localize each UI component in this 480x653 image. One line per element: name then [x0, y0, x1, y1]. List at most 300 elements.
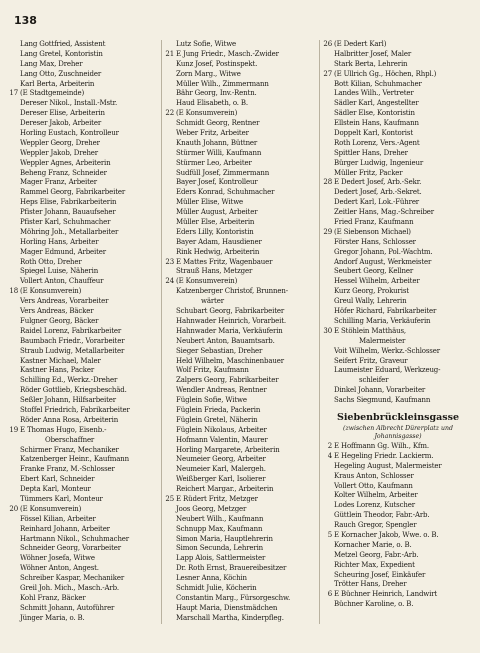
- entry-text: Kohl Franz, Bäcker: [20, 593, 86, 602]
- entry-text: Zalpers Georg, Fabrikarbeiter: [176, 376, 279, 385]
- directory-entry: [164, 228, 316, 238]
- directory-entry: [8, 297, 158, 307]
- directory-entry: [164, 485, 316, 495]
- directory-entry: [164, 129, 316, 139]
- entry-text: Mager Edmund, Arbeiter: [20, 247, 106, 256]
- entry-text: Füglein Gretel, Näherin: [176, 415, 258, 424]
- entry-text: Marschall Martha, Kinderpfleg.: [176, 613, 284, 622]
- entry-text: Müller Elise, Witwe: [176, 198, 244, 207]
- entry-text: (E Konsumverein): [176, 109, 238, 118]
- entry-text: Roth Lorenz, Vers.-Agent: [334, 138, 420, 147]
- entry-text: Eders Konrad, Schuhmacher: [176, 188, 275, 197]
- directory-entry: [322, 208, 474, 218]
- house-number: [8, 446, 19, 456]
- entry-text: Schubart Georg, Fabrikarbeiter: [176, 307, 285, 316]
- directory-entry: [8, 139, 158, 149]
- entry-text: E Büchner Heinrich, Landwirt: [334, 590, 438, 599]
- directory-entry: [8, 198, 158, 208]
- directory-entry: [322, 472, 474, 482]
- directory-entry: [322, 169, 474, 179]
- directory-entry: [322, 228, 474, 238]
- directory-entry: [322, 178, 474, 188]
- house-number: [164, 188, 175, 198]
- directory-entry: [322, 80, 474, 90]
- entry-text: Simon Maria, Hauptlehrerin: [176, 534, 273, 543]
- directory-entry: [8, 604, 158, 614]
- directory-entry: [164, 60, 316, 70]
- entry-text: Dereser Nikol., Install.-Mstr.: [20, 99, 118, 108]
- entry-text: Füglein Frieda, Packerin: [176, 405, 261, 414]
- entry-text: Vers Andreas, Vorarbeiter: [20, 297, 109, 306]
- directory-entry: [164, 307, 316, 317]
- entry-text: Greul Wally, Lehrerin: [334, 297, 407, 306]
- directory-entry: [322, 580, 474, 590]
- directory-entry: [8, 436, 158, 446]
- directory-entry: [164, 258, 316, 268]
- entry-text: Reichert Margar., Arbeiterin: [176, 485, 274, 494]
- directory-entry: [8, 149, 158, 159]
- directory-entry: [8, 248, 158, 258]
- entry-text: Doppelt Karl, Kontorist: [334, 129, 413, 138]
- entry-text: (E Dedert Karl): [334, 40, 387, 48]
- house-number: [322, 511, 333, 521]
- house-number: [164, 594, 175, 604]
- directory-entry: [322, 129, 474, 139]
- house-number: [8, 178, 19, 188]
- entry-text: Mager Franz, Arbeiter: [20, 178, 97, 187]
- house-number: [8, 357, 19, 367]
- entry-text: Neubert Wilh., Kaufmann: [176, 514, 264, 523]
- entry-text: Wolf Fritz, Kaufmann: [176, 366, 249, 375]
- entry-text: Stark Berta, Lehrerin: [334, 59, 408, 68]
- directory-entry: [322, 307, 474, 317]
- entry-text: Lesner Anna, Köchin: [176, 574, 247, 583]
- entry-text: Horling Margarete, Arbeiterin: [176, 445, 280, 454]
- directory-entry: [164, 188, 316, 198]
- entry-text: Kolter Wilhelm, Arbeiter: [334, 491, 418, 500]
- directory-entry: [8, 169, 158, 179]
- entry-text: Roth Otto, Dreher: [20, 257, 82, 266]
- directory-entry: [8, 317, 158, 327]
- house-number: [164, 198, 175, 208]
- entry-text: Strauß Hans, Metzger: [176, 267, 253, 276]
- directory-entry: [164, 604, 316, 614]
- column-2: [161, 40, 316, 624]
- directory-entry: [322, 551, 474, 561]
- entry-text: E Mattes Fritz, Wagenbauer: [176, 257, 273, 266]
- house-number: [322, 149, 333, 159]
- directory-entry: [164, 465, 316, 475]
- directory-entry: [164, 525, 316, 535]
- entry-text: Ebert Karl, Schneider: [20, 475, 95, 484]
- house-number: [8, 297, 19, 307]
- directory-entry: [164, 109, 316, 119]
- house-number: [322, 501, 333, 511]
- entry-text: E Hegeling Friedr. Lackierm.: [334, 451, 434, 460]
- directory-entry: [164, 159, 316, 169]
- entry-text: Katzenberger Christof, Brunnen-: [176, 287, 288, 296]
- entry-text: Rink Hedwig, Arbeiterin: [176, 247, 260, 256]
- house-number: [164, 327, 175, 337]
- house-number: [8, 347, 19, 357]
- house-number: [8, 574, 19, 584]
- column-1: [8, 40, 158, 624]
- directory-entry: [322, 501, 474, 511]
- entry-text: Dr. Roth Ernst, Brauereibesitzer: [176, 564, 287, 573]
- house-number: [322, 238, 333, 248]
- entry-text: Füglein Nikolaus, Arbeiter: [176, 425, 267, 434]
- entry-text: Laumeister Eduard, Werkzeug-: [334, 366, 441, 375]
- directory-entry: [322, 89, 474, 99]
- entry-text: Seubert Georg, Kellner: [334, 267, 414, 276]
- house-number: [164, 535, 175, 545]
- house-number: [322, 347, 333, 357]
- house-number: [164, 604, 175, 614]
- column-3-street-entries: [322, 442, 474, 610]
- entry-text: Dinkel Johann, Vorarbeiter: [334, 386, 426, 395]
- house-number: [164, 505, 175, 515]
- house-number: [164, 347, 175, 357]
- entry-text: Landes Wilh., Vertreter: [334, 89, 414, 98]
- entry-text: Lutz Sofie, Witwe: [176, 40, 237, 48]
- house-number: [164, 60, 175, 70]
- entry-text: Knauth Johann, Büttner: [176, 138, 258, 147]
- entry-text: Vollert Otto, Kaufmann: [334, 481, 413, 490]
- entry-text: Horling Eustach, Kontrolleur: [20, 129, 119, 138]
- entry-text: Hahnwader Maria, Verkäuferin: [176, 326, 283, 335]
- column-3: [319, 40, 474, 624]
- house-number: [8, 386, 19, 396]
- entry-text: Dedert Karl, Lok.-Führer: [334, 198, 420, 207]
- house-number: [322, 277, 333, 287]
- entry-text: Schmidt Georg, Rentner: [176, 119, 260, 128]
- house-number: [164, 178, 175, 188]
- house-number: [164, 614, 175, 624]
- entry-text: Heps Elise, Fabrikarbeiterin: [20, 198, 117, 207]
- entry-text: Trötter Hans, Dreher: [334, 580, 407, 589]
- entry-text: Neumeier Karl, Malergeh.: [176, 465, 266, 474]
- house-number: [322, 119, 333, 129]
- entry-text: Bayer Adam, Hausdiener: [176, 237, 262, 246]
- directory-entry: [8, 178, 158, 188]
- directory-entry: [322, 248, 474, 258]
- house-number: [8, 208, 19, 218]
- directory-entry: [322, 337, 474, 347]
- house-number: 25: [165, 494, 174, 503]
- page-number: 138: [14, 14, 37, 27]
- entry-text: Scheuring Josef, Einkäufer: [334, 570, 426, 579]
- directory-entry: [164, 515, 316, 525]
- house-number: 29: [323, 227, 332, 236]
- house-number: 27: [323, 69, 332, 78]
- directory-entry: [164, 99, 316, 109]
- house-number: [164, 455, 175, 465]
- house-number: [8, 248, 19, 258]
- entry-text: Rauch Gregor, Spengler: [334, 521, 417, 530]
- house-number: [322, 521, 333, 531]
- directory-entry: [8, 475, 158, 485]
- directory-entry: [164, 475, 316, 485]
- house-number: [322, 561, 333, 571]
- directory-entry: [164, 198, 316, 208]
- entry-text: Beheng Franz, Schneider: [20, 168, 107, 177]
- house-number: [322, 267, 333, 277]
- house-number: [164, 544, 175, 554]
- directory-entry: [164, 357, 316, 367]
- directory-entry: [164, 70, 316, 80]
- house-number: [8, 228, 19, 238]
- house-number: [322, 248, 333, 258]
- house-number: [322, 357, 333, 367]
- entry-text: Vollert Anton, Chauffeur: [20, 277, 104, 286]
- entry-text: Röder Anna Rosa, Arbeiterin: [20, 415, 119, 424]
- entry-text: Müller Fritz, Packer: [334, 168, 403, 177]
- house-number: [164, 248, 175, 258]
- directory-entry: [322, 376, 474, 386]
- house-number: [8, 535, 19, 545]
- house-number: [164, 515, 175, 525]
- directory-entry: [8, 544, 158, 554]
- directory-entry: [164, 208, 316, 218]
- directory-entry: [164, 406, 316, 416]
- directory-entry: [322, 482, 474, 492]
- house-number: 17: [9, 89, 18, 98]
- house-number: [322, 396, 333, 406]
- entry-text: E Dedert Josef, Arb.-Sekr.: [334, 178, 422, 187]
- entry-text: Bayer Josef, Kontrolleur: [176, 178, 258, 187]
- house-number: [322, 580, 333, 590]
- entry-text: Weber Fritz, Arbeiter: [176, 129, 249, 138]
- directory-entry: [164, 337, 316, 347]
- directory-entry: [322, 561, 474, 571]
- directory-entry: [8, 60, 158, 70]
- directory-entry: [8, 80, 158, 90]
- directory-entry: [322, 50, 474, 60]
- directory-entry: [164, 139, 316, 149]
- house-number: [322, 198, 333, 208]
- house-number: [164, 70, 175, 80]
- house-number: [8, 317, 19, 327]
- entry-text: Joos Georg, Metzger: [176, 504, 247, 513]
- directory-entry: [322, 258, 474, 268]
- directory-entry: [164, 416, 316, 426]
- entry-text: Raidel Lorenz, Fabrikarbeiter: [20, 326, 122, 335]
- house-number: [164, 386, 175, 396]
- entry-text: Förster Hans, Schlosser: [334, 237, 416, 246]
- house-number: [8, 376, 19, 386]
- house-number: [164, 317, 175, 327]
- house-number: [322, 541, 333, 551]
- house-number: 21: [165, 49, 174, 58]
- entry-text: Straub Ludwig, Metallarbeiter: [20, 346, 125, 355]
- directory-entry: [322, 511, 474, 521]
- entry-text: Held Wilhelm, Maschinenbauer: [176, 356, 284, 365]
- house-number: [164, 446, 175, 456]
- house-number: 5: [327, 530, 332, 539]
- entry-text: Lodes Lorenz, Kutscher: [334, 501, 415, 510]
- entry-text: Zeitler Hans, Mag.-Schreiber: [334, 208, 434, 217]
- entry-text: Haud Elisabeth, o. B.: [176, 99, 249, 108]
- entry-text: E Thomas Hugo, Eisenb.-: [20, 425, 107, 434]
- entry-text: Kastner Hans, Packer: [20, 366, 95, 375]
- entry-text: (E Ullrich Gg., Höchen, Rhpl.): [334, 69, 437, 78]
- house-number: [164, 129, 175, 139]
- house-number: [164, 149, 175, 159]
- directory-entry: [322, 119, 474, 129]
- entry-text: Seßler Johann, Hilfsarbeiter: [20, 396, 116, 405]
- house-number: [8, 544, 19, 554]
- directory-entry: [164, 248, 316, 258]
- house-number: [8, 594, 19, 604]
- entry-text: Schmitt Johann, Autoführer: [20, 603, 115, 612]
- house-number: [322, 258, 333, 268]
- directory-entry: [8, 386, 158, 396]
- entry-text: Kurz Georg, Prokurist: [334, 287, 409, 296]
- house-number: [8, 80, 19, 90]
- directory-entry: [8, 515, 158, 525]
- house-number: [322, 491, 333, 501]
- directory-entry: [164, 149, 316, 159]
- directory-entry: [8, 465, 158, 475]
- directory-entry: [322, 531, 474, 541]
- house-number: 18: [9, 287, 18, 296]
- house-number: [8, 198, 19, 208]
- house-number: [322, 600, 333, 610]
- directory-entry: [164, 564, 316, 574]
- house-number: [8, 60, 19, 70]
- directory-entry: [164, 386, 316, 396]
- directory-entry: [8, 594, 158, 604]
- entry-continuation: wärter: [201, 297, 224, 306]
- house-number: [164, 287, 175, 297]
- entry-text: Lang Gottfried, Assistent: [20, 40, 106, 48]
- house-number: [164, 584, 175, 594]
- directory-entry: [322, 317, 474, 327]
- house-number: [164, 416, 175, 426]
- directory-entry: [8, 99, 158, 109]
- street-note-line-1: (zwischen Albrecht Dürerplatz und: [343, 424, 453, 432]
- house-number: [164, 426, 175, 436]
- entry-text: Sädler Else, Kontoristin: [334, 109, 415, 118]
- directory-entry: [164, 267, 316, 277]
- directory-entry: [8, 327, 158, 337]
- entry-text: Weppler Georg, Dreher: [20, 138, 100, 147]
- entry-text: Andorf August, Werkmeister: [334, 257, 432, 266]
- directory-entry: [8, 446, 158, 456]
- directory-entry: [164, 594, 316, 604]
- directory-entry: [8, 208, 158, 218]
- house-number: [322, 208, 333, 218]
- directory-entry: [322, 366, 474, 376]
- directory-entry: [8, 50, 158, 60]
- entry-text: E Jung Friedr., Masch.-Zwider: [176, 49, 279, 58]
- directory-entry: [322, 60, 474, 70]
- directory-entry: [8, 70, 158, 80]
- directory-entry: [8, 337, 158, 347]
- entry-text: Depta Karl, Monteur: [20, 485, 91, 494]
- entry-text: Richter Max, Expedient: [334, 560, 415, 569]
- house-number: [8, 515, 19, 525]
- entry-text: E Rüdert Fritz, Metzger: [176, 494, 258, 503]
- directory-entry: [8, 277, 158, 287]
- directory-entry: [164, 426, 316, 436]
- directory-entry: [8, 416, 158, 426]
- directory-entry: [164, 366, 316, 376]
- directory-entry: [8, 564, 158, 574]
- entry-text: Schilling Ed., Werkz.-Dreher: [20, 376, 118, 385]
- entry-text: Wöhner Josefa, Witwe: [20, 554, 95, 563]
- entry-text: Dereser Elise, Arbeiterin: [20, 109, 105, 118]
- entry-continuation: schleifer: [359, 376, 389, 385]
- directory-entry: [8, 188, 158, 198]
- entry-text: (E Siebenson Michael): [334, 227, 411, 236]
- house-number: [322, 129, 333, 139]
- directory-entry: [164, 317, 316, 327]
- house-number: [8, 70, 19, 80]
- entry-text: Rammel Georg, Fabrikarbeiter: [20, 188, 126, 197]
- house-number: [322, 169, 333, 179]
- house-number: [8, 436, 19, 446]
- directory-entry: [8, 357, 158, 367]
- house-number: [8, 327, 19, 337]
- entry-text: Hartmann Nikol., Schuhmacher: [20, 534, 129, 543]
- house-number: [8, 169, 19, 179]
- house-number: [164, 465, 175, 475]
- entry-text: Büchner Karoline, o. B.: [334, 600, 414, 609]
- directory-entry: [8, 584, 158, 594]
- directory-entry: [164, 554, 316, 564]
- entry-text: Kornacher Marie, o. B.: [334, 540, 412, 549]
- directory-entry: [8, 426, 158, 436]
- directory-entry: [8, 267, 158, 277]
- directory-entry: [8, 307, 158, 317]
- street-note-line-2: Johannisgasse): [374, 433, 422, 441]
- directory-entry: [8, 614, 158, 624]
- directory-entry: [8, 109, 158, 119]
- house-number: [322, 109, 333, 119]
- entry-text: Sieger Sebastian, Dreher: [176, 346, 263, 355]
- house-number: [8, 238, 19, 248]
- house-number: [164, 89, 175, 99]
- entry-text: Neumeier Georg, Arbeiter: [176, 455, 266, 464]
- house-number: 24: [165, 277, 174, 286]
- entry-text: Höfer Richard, Fabrikarbeiter: [334, 307, 437, 316]
- directory-entry: [322, 277, 474, 287]
- column-3-entries: [322, 40, 474, 406]
- entry-text: Müller Else, Arbeiterin: [176, 218, 255, 227]
- entry-text: Spiegel Luise, Näherin: [20, 267, 99, 276]
- house-number: [164, 218, 175, 228]
- directory-entry: [164, 614, 316, 624]
- directory-entry: [8, 119, 158, 129]
- house-number: [322, 287, 333, 297]
- entry-text: E Stöhlein Matthäus,: [334, 326, 406, 335]
- directory-entry: [322, 198, 474, 208]
- directory-entry: [164, 376, 316, 386]
- entry-text: Hessel Wilhelm, Arbeiter: [334, 277, 420, 286]
- entry-text: Kunz Josef, Postinspekt.: [176, 59, 258, 68]
- house-number: [164, 267, 175, 277]
- entry-text: Pfister Johann, Bauaufseher: [20, 208, 116, 217]
- directory-entry: [164, 436, 316, 446]
- house-number: 22: [165, 109, 174, 118]
- entry-text: Constantin Marg., Fürsorgeschw.: [176, 593, 291, 602]
- directory-entry: [8, 574, 158, 584]
- entry-text: Metzel Georg, Fabr.-Arb.: [334, 550, 419, 559]
- entry-text: Schnupp Max, Kaufmann: [176, 524, 263, 533]
- house-number: [322, 99, 333, 109]
- entry-text: E Kornacher Jakob, Wwe. o. B.: [334, 530, 439, 539]
